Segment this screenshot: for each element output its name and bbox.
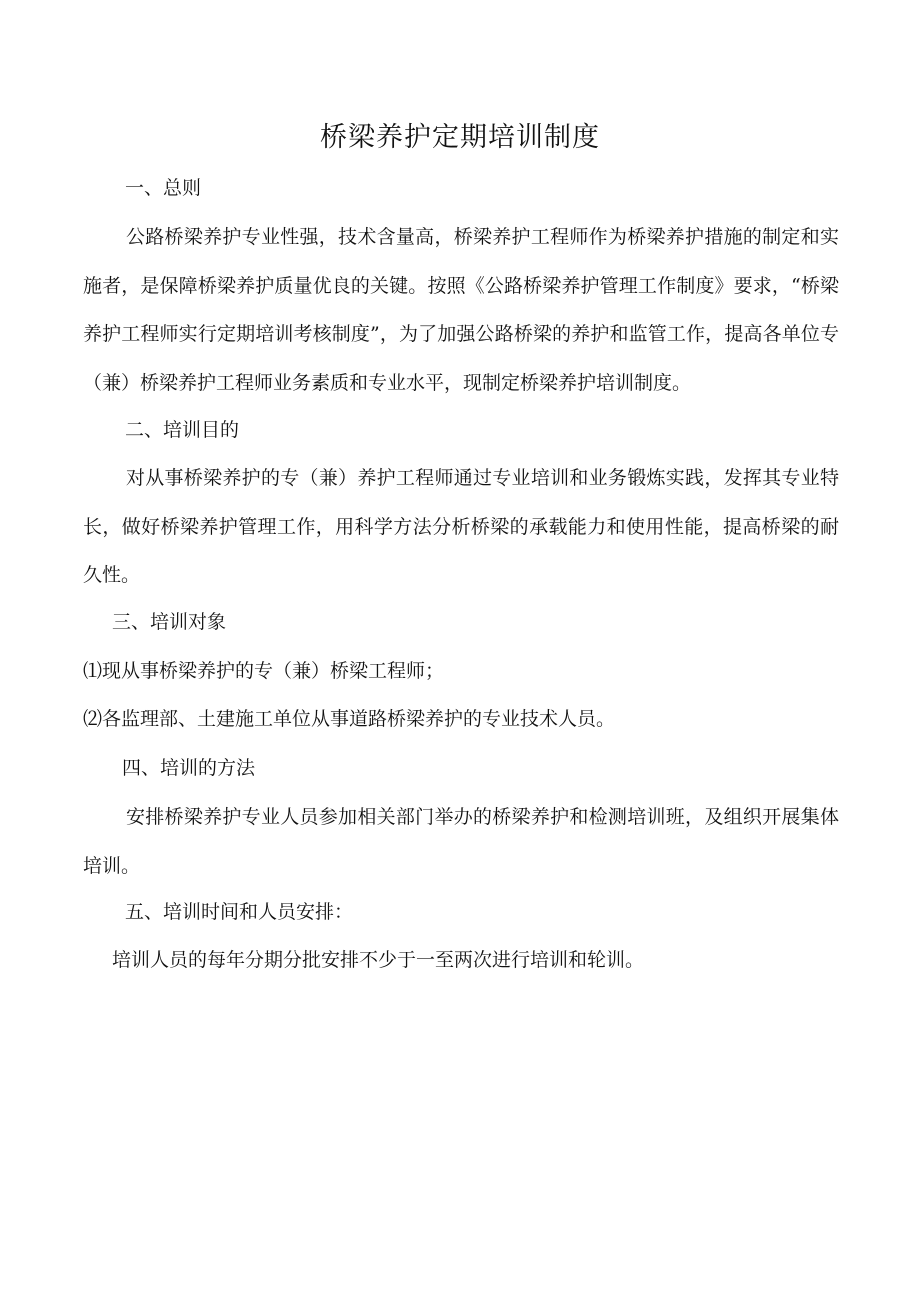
section-paragraph-purpose: 对从事桥梁养护的专（兼）养护工程师通过专业培训和业务锻炼实践，发挥其专业特长，做好桥梁养护管理工作，用科学方法分析桥梁的承载能力和使用性能，提高桥梁的耐久性。: [83, 467, 839, 586]
section-heading-purpose: 二、培训目的: [125, 419, 240, 441]
section-heading-schedule: 五、培训时间和人员安排：: [125, 901, 354, 923]
document-title: 桥梁养护定期培训制度: [320, 122, 600, 153]
section-paragraph-method: 安排桥梁养护专业人员参加相关部门举办的桥梁养护和检测培训班，及组织开展集体培训。: [83, 806, 839, 877]
target-list-item: ⑴现从事桥梁养护的专（兼）桥梁工程师；: [83, 660, 445, 682]
section-paragraph-general: 公路桥梁养护专业性强，技术含量高，桥梁养护工程师作为桥梁养护措施的制定和实施者，是保障桥梁养护质量优良的关键。按照《公路桥梁养护管理工作制度》要求，“桥梁养护工程师实行定期培训考核制度”，为了加强公路桥梁的养护和监管工作，提高各单位专（兼）桥梁养护工程师业务素质和专业水平，现制定桥梁养护培训制度。: [83, 226, 839, 394]
section-heading-targets: 三、培训对象: [112, 611, 227, 633]
section-heading-method: 四、培训的方法: [122, 757, 256, 779]
target-list-item: ⑵各监理部、土建施工单位从事道路桥梁养护的专业技术人员。: [83, 708, 616, 730]
section-paragraph-schedule: 培训人员的每年分期分批安排不少于一至两次进行培训和轮训。: [112, 949, 645, 971]
section-heading-general: 一、总则: [125, 177, 202, 199]
